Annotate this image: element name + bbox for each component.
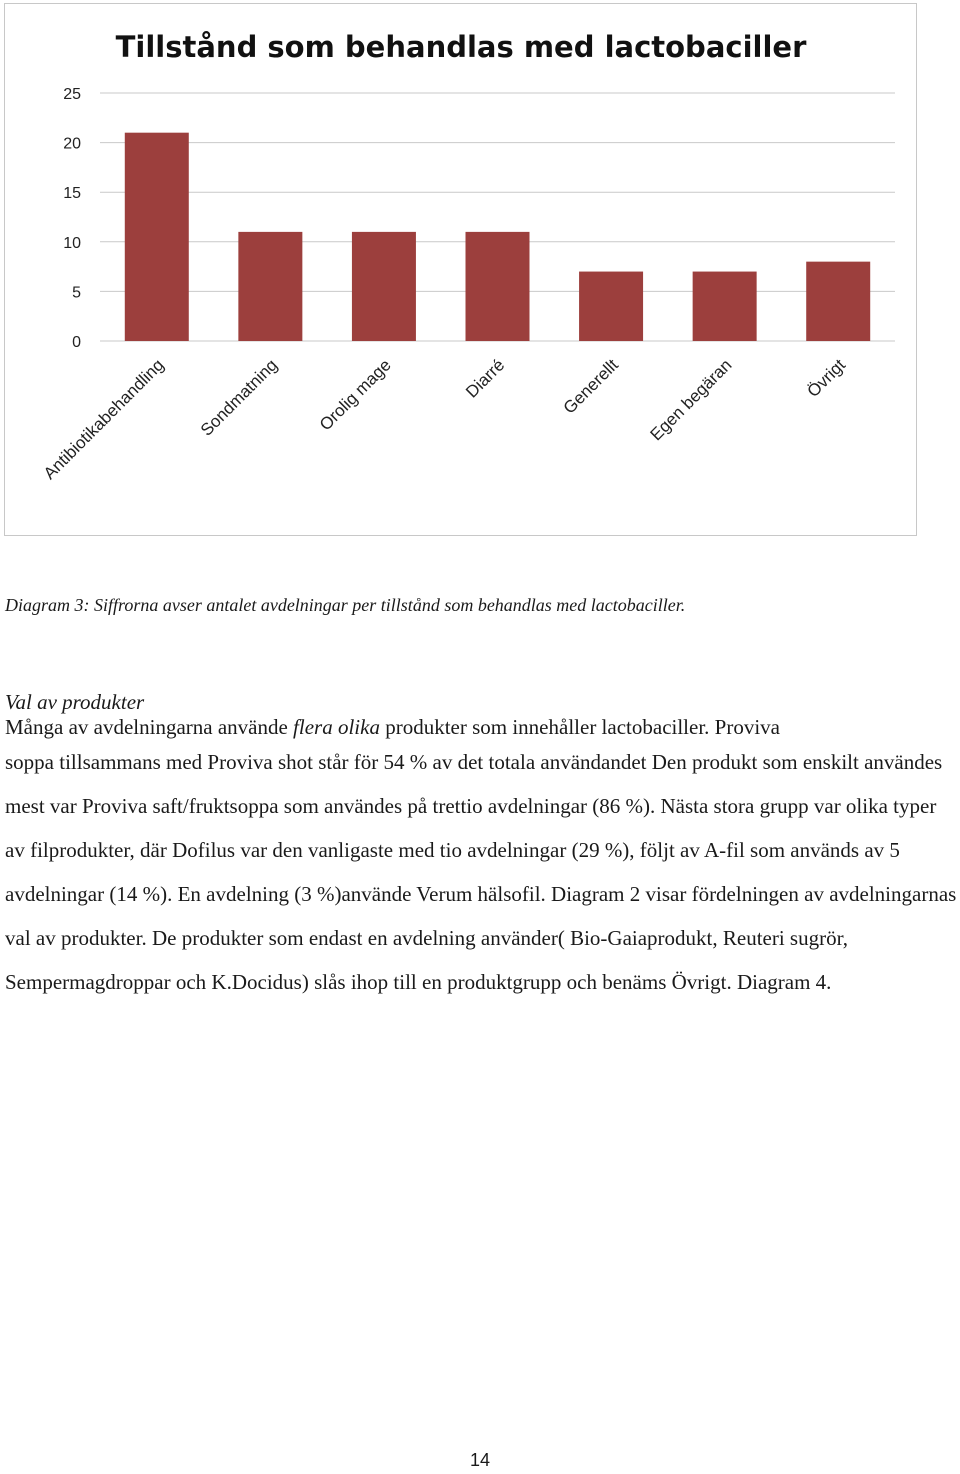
paragraph-body: soppa tillsammans med Proviva shot står för 54 % av det totala användandet Den produkt som enskilt användes mest var Proviva saft/fruktsoppa som användes på trettio avdelningar (86 %). Nästa stora grupp var olika typer av filprodukter, där Dofilus var den vanligaste med tio avdelningar (29 %), följt av A-fil som används av 5 avdelningar (14 %). En avdelning (3 %)använde Verum hälsofil. Diagram 2 visar fördelningen av avdelningarnas val av produkter. De produkter som endast en avdelning använder( Bio-Gaiaprodukt, Reuteri sugrör, Sempermagdroppar och K.Docidus) slås ihop till en produktgrupp och benäms Övrigt. Diagram 4. xyxy=(5,750,957,994)
x-category-label: Sondmatning xyxy=(196,355,282,440)
y-tick-label: 25 xyxy=(63,86,81,103)
y-tick-label: 0 xyxy=(72,334,81,351)
emphasis-text: flera olika xyxy=(293,715,380,739)
line1-text-post: produkter som innehåller lactobaciller. Proviva xyxy=(379,715,780,739)
x-category-label: Antibiotikabehandling xyxy=(39,355,168,484)
y-tick-label: 15 xyxy=(63,185,81,203)
body-paragraph xyxy=(5,715,957,1004)
y-tick-label: 20 xyxy=(63,135,81,153)
bar-6 xyxy=(806,262,870,341)
bar-4 xyxy=(579,272,643,341)
bar-3 xyxy=(466,232,530,341)
products-section xyxy=(5,690,957,1004)
bar-5 xyxy=(693,272,757,341)
x-axis-categories xyxy=(40,355,849,483)
y-axis-ticks xyxy=(63,86,81,351)
x-category-label: Generellt xyxy=(559,355,622,418)
bar-0 xyxy=(125,133,189,341)
section-heading: Val av produkter xyxy=(5,690,145,714)
bar-chart xyxy=(4,3,917,536)
y-tick-label: 10 xyxy=(63,234,81,252)
line1-text-pre: Många av avdelningarna använde xyxy=(5,715,294,739)
chart-title: Tillstånd som behandlas med lactobaciller xyxy=(115,30,807,64)
x-category-label: Orolig mage xyxy=(315,355,395,435)
bar-1 xyxy=(238,232,302,341)
chart-svg xyxy=(5,4,918,537)
chart-caption: Diagram 3: Siffrorna avser antalet avdelningar per tillstånd som behandlas med lactobaciller. xyxy=(5,595,686,615)
x-category-label: Övrigt xyxy=(803,355,850,401)
y-tick-label: 5 xyxy=(72,284,81,302)
x-category-label: Diarré xyxy=(462,355,509,402)
x-category-label: Egen begäran xyxy=(646,355,736,445)
page-number: 14 xyxy=(469,1450,491,1470)
bar-2 xyxy=(352,232,416,341)
paragraph-first-line xyxy=(5,715,957,740)
chart-bars xyxy=(125,133,870,341)
